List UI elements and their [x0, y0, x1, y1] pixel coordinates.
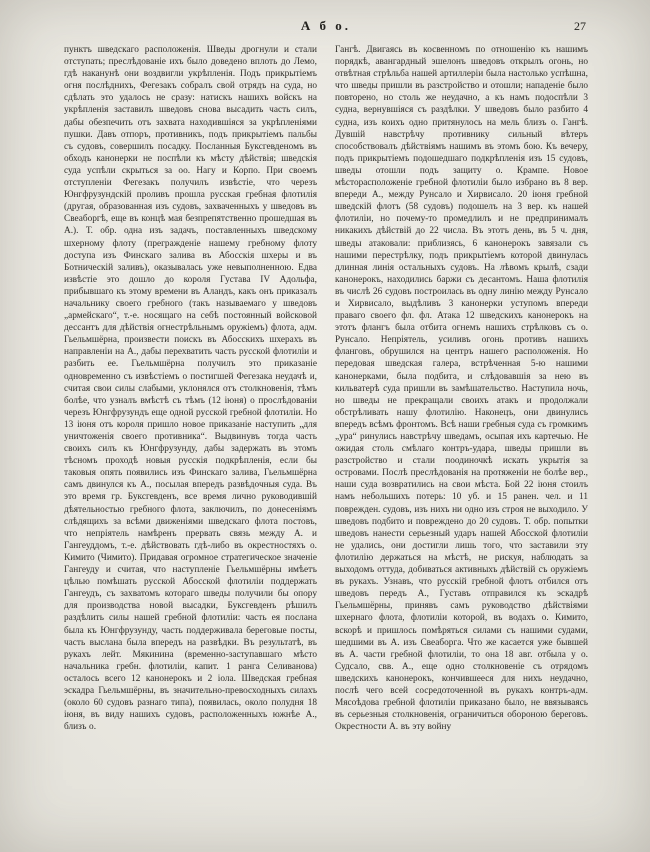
page-number: 27	[574, 19, 586, 33]
text-columns	[64, 44, 588, 826]
page-header-title: А б о.	[300, 18, 352, 33]
text-column-right: Гангѣ. Двигаясь въ косвенномъ по отношенію къ нашимъ порядкѣ, авангардный эшелонъ шведовъ открылъ огонь, но отвѣтная стрѣльба нашей артиллеріи была настолько успѣшна, что шведы пришли въ разстройство и отошли; нападеніе было повторено, но столь же неудачно, а къ намъ подоспѣли 3 судна, вернувшіяся съ раздѣлки. У шведовъ было разбито 4 судна, изъ коихъ одно притянулось на мель близъ о. Гангѣ. Дувшій навстрѣчу противнику сильный вѣтеръ способствовалъ дѣйствіямъ нашимъ въ этомъ бою. Къ вечеру, подъ прикрытіемъ подошедшаго подкрѣпленія изъ 15 судовъ, шведы отошли подъ защиту о. Крампе. Новое мѣсторасположеніе гребной флотиліи было избрано въ 8 вер. впереди А., между Рунсало и Хирвисало. 20 іюня гребной шведскій флотъ (58 судовъ) подошелъ на 3 вер. къ нашей флотиліи, но почему-то промедлилъ и не предпринималъ никакихъ дѣйствій до 22 числа. Въ этотъ день, въ 5 ч. дня, шведы атаковали: приблизясь, 6 канонерокъ завязали съ нашими перестрѣлку, подъ прикрытіемъ которой двинулась длинная линія остальныхъ судовъ. На лѣвомъ крылѣ, сзади канонерокъ, находились баржи съ десантомъ. Наша флотилія въ числѣ 26 судовъ построилась въ одну линію между Рунсало и Хирвисало, выдѣливъ 3 канонерки уступомъ впереди праваго своего фл. фл. Атака 12 шведскихъ канонерокъ на этотъ флангъ была отбита огнемъ нашихъ стрѣлковъ съ о. Рунсало. Непріятель, усиливъ огонь противъ нашихъ фланговъ, обрушился на центръ нашего расположенія. Но передовая шведская галера, встрѣченная 5-ю нашими канонерками, была подбита, и слѣдовавшія за нею въ кильватерѣ суда пришли въ замѣшательство. Наступила ночь, но шведы не прекращали своихъ атакъ и продолжали обстрѣливать нашу флотилію. Наконецъ, они двинулись впередъ всѣмъ фронтомъ. Всѣ наши гребныя суда съ громкимъ „ура“ ринулись навстрѣчу шведамъ, осыпая ихъ картечью. Не ожидая столь смѣлаго контръ-удара, шведы пришли въ разстройство и стали поодиночкѣ искать укрытія за островами. Послѣ преслѣдованія на протяженіи не болѣе вер., наши суда возвратились на свои мѣста. Бой 22 іюня стоилъ намъ небольшихъ потерь: 10 уб. и 15 ранен. чел. и 11 поврежден. судовъ, изъ нихъ ни одно изъ строя не выходило. У шведовъ подбито и повреждено до 20 судовъ. Т. обр. попытки шведовъ нанести серьезный ударъ нашей Абосской флотиліи не удались, они достигли лишь того, что заставили эту флотилію держаться на мѣстѣ, не рискуя, наблюдать за выходомъ оттуда, добиваться активныхъ дѣйствій съ оружіемъ въ рукахъ. Узнавъ, что русскій гребной флотъ отбился отъ шведовъ передъ А., Густавъ отправился къ эскадрѣ Гьельмшёрны, принявъ самъ руководство дѣйствіями шхернаго флота, флотиліи которой, въ водахъ о. Кимито, вскорѣ и пришлось помѣряться силами съ нашими судами, шедшими въ А. изъ Свеаборга. Что же касается уже бывшей въ А. части гребной флотиліи, то она 18 авг. отбыла у о. Судсало, свв. А., еще одно столкновеніе съ отрядомъ шведскихъ канонерокъ, кончившееся для нихъ неудачно, послѣ чего всей сосредоточенной въ рукахъ контръ-адм. Мясоѣдова гребной флотиліи приказано было, не ввязываясь въ серьезныя столкновенія, ограничиться обороною береговъ. Окрестности А. въ эту войну	[335, 45, 588, 733]
page-body	[64, 18, 588, 830]
text-column-left: пунктъ шведскаго расположенія. Шведы дрогнули и стали отступать; преслѣдованіе ихъ было доведено вплоть до Лемо, гдѣ наканунѣ они воздвигли укрѣпленія. Подъ прикрытіемъ огня послѣднихъ, Фегезакъ собралъ свой отрядъ на суда, но сдѣлать это удалось не сразу: натискъ нашихъ войскъ на укрѣпленія заставилъ шведовъ снова высадить часть силъ, дабы обезпечить отъ захвата находившіяся за укрѣпленіями пушки. Давъ отпоръ, противникъ, подъ прикрытіемъ пальбы съ судовъ, совершилъ посадку. Посланныя Буксгевденомъ въ обходъ канонерки не поспѣли къ мѣсту дѣйствія; шведскія суда успѣли скрыться за оо. Нагу и Корпо. При своемъ отступленіи Фегезакъ получилъ извѣстіе, что черезъ Юнгфрузундскій проливъ прошла русская гребная флотилія (другая, образованная изъ судовъ, захваченныхъ у шведовъ въ Свеаборгѣ, еще въ концѣ мая безпрепятственно прошедшая въ А.). Т. обр. одна изъ задачъ, поставленныхъ шведскому шхерному флоту (прегражденіе нашему гребному флоту доступа изъ Финскаго залива въ Абосскія шхеры и въ Ботническій заливъ), оказывалась уже невыполненною. Едва извѣстіе это дошло до короля Густава IV Адольфа, прибывшаго къ этому времени въ Аландъ, какъ онъ приказалъ начальнику своего гребного (такъ называемаго у шведовъ „армейскаго“, т.-е. носящаго на себѣ постоянный войсковой дессантъ для дѣйствія огнестрѣльнымъ оружіемъ) флота, адм. Гьельмшёрна, произвести поискъ въ Абосскихъ шхерахъ въ направленіи на А., дабы перехватить часть русской флотиліи и разбить ее. Гьельмшёрна получилъ это приказаніе одновременно съ извѣстіемъ о постигшей Фегезака неудачѣ и, считая свои силы слабыми, уклонялся отъ столкновенія, тѣмъ болѣе, что узналъ вмѣстѣ съ тѣмъ (12 іюня) о прослѣдованіи черезъ Юнгфрузундъ еще одной русской гребной флотиліи. Но 13 іюня отъ короля пришло новое приказаніе наступить „для уничтоженія своего противника“. Выдвинувъ тогда часть своихъ силъ къ Юнгфрузунду, дабы задержать въ этомъ тѣсномъ проходѣ новыя русскія подкрѣпленія, если бы таковыя опять появились изъ Финскаго залива, Гьельмшёрна самъ двинулся къ А., посылая впередъ развѣдочныя суда. Въ это время гр. Буксгевденъ, все время лично руководившій дѣятельностью гребного флота, заключилъ, по донесеніямъ слѣдящихъ за всѣми движеніями шведскаго флота постовъ, что непріятель намѣренъ прервать связь между А. и Гангеуддомъ, т.-е. дѣйствовать гдѣ-либо въ окрестностяхъ о. Кимито (Чимито). Придавая огромное стратегическое значеніе Гангеуду и считая, что наступленіе Гьельмшёрны имѣетъ цѣлью помѣшать русской Абосской флотиліи поддержать Гангеудъ, съ захватомъ котораго шведы получили бы опору для производства новой высадки, Буксгевденъ рѣшилъ раздѣлить силы нашей гребной флотиліи: часть ея послана была къ Юнгфрузунду, часть поддерживала береговые посты, часть выслана была впередъ на развѣдки. Въ результатѣ, въ рукахъ лейт. Мякинина (временно-заступавшаго мѣсто начальника гребн. флотиліи, капит. 1 ранга Селиванова) осталось всего 12 канонерокъ и 2 іола. Шведская гребная эскадра Гьельмшёрны, въ значительно-превосходныхъ силахъ (около 60 судовъ разнаго типа), появилась, около полудня 18 іюня, въ виду нашихъ судовъ, расположенныхъ южнѣе А., близъ о.	[64, 45, 317, 733]
page-header	[64, 18, 588, 44]
